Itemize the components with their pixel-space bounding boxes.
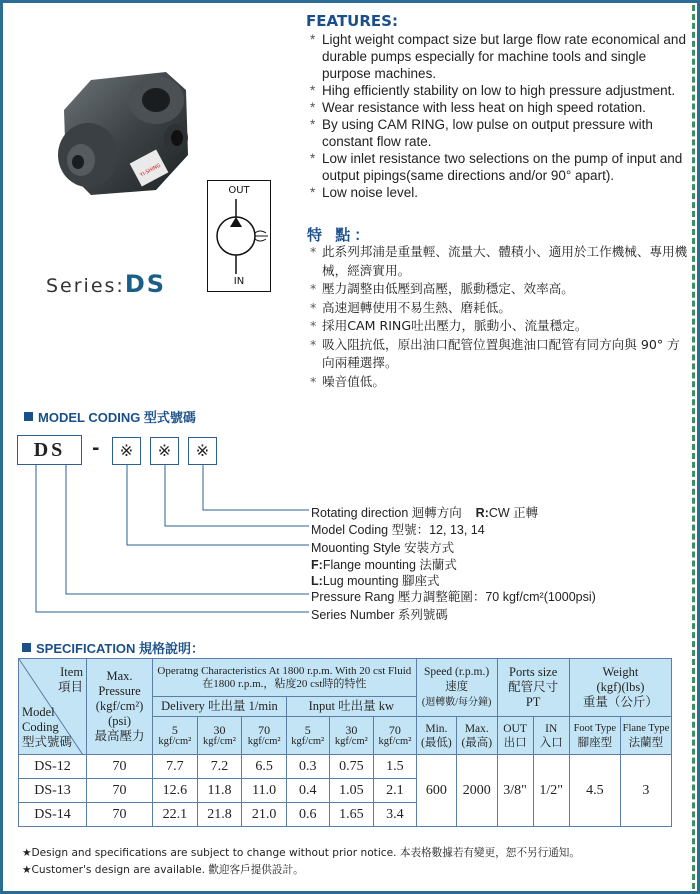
header-foot-en: Foot Type bbox=[573, 722, 617, 734]
cell-input-5: 0.3 bbox=[286, 755, 329, 779]
header-pressure-unit: kgf/cm² bbox=[291, 735, 325, 747]
header-pressure-unit: kgf/cm² bbox=[247, 735, 281, 747]
feature-item: * Low inlet resistance two selections on the pump of input and output pipings(same directions and/or 90° apart). bbox=[310, 150, 692, 184]
callout-lug-code: L: bbox=[311, 574, 323, 588]
header-speed-max bbox=[457, 717, 497, 755]
feature-cn-item: * 此系列邦浦是重量輕、流量大、體積小、適用於工作機械、專用機械，經濟實用。 bbox=[310, 243, 692, 280]
header-pressure-unit: kgf/cm² bbox=[158, 735, 192, 747]
header-item-cn: 項目 bbox=[58, 680, 84, 694]
header-coding-en: Coding bbox=[22, 720, 59, 734]
header-pressure-value: 5 bbox=[304, 722, 311, 737]
feature-item: * By using CAM RING, low pulse on output pressure with constant flow rate. bbox=[310, 116, 692, 150]
feature-item: * Light weight compact size but large flow rate economical and durable pumps especially for machine tools and single purpose machines. bbox=[310, 31, 692, 82]
header-flange-cn: 法蘭型 bbox=[628, 736, 664, 749]
cell-input-30: 1.65 bbox=[329, 803, 374, 827]
header-pressure-5 bbox=[153, 717, 198, 755]
features-cn-title: 特 點： bbox=[307, 226, 374, 244]
cell-delivery-70: 21.0 bbox=[242, 803, 287, 827]
callout-rotating-value: CW 正轉 bbox=[488, 506, 539, 520]
cell-model: DS-14 bbox=[19, 803, 87, 827]
header-port-in bbox=[533, 717, 569, 755]
cell-delivery-30: 7.2 bbox=[197, 755, 242, 779]
callout-pressure: Pressure Rang 壓力調整範圍：70 kgf/cm²(1000psi) bbox=[311, 590, 596, 604]
header-input-pressure-70 bbox=[374, 717, 417, 755]
header-weight-line: (kgf)(lbs) bbox=[596, 680, 645, 694]
header-weight-line: 重量（公斤） bbox=[582, 695, 658, 709]
specification-title bbox=[22, 638, 204, 657]
header-speed-line: 速度 bbox=[445, 681, 469, 693]
cell-delivery-5: 7.7 bbox=[153, 755, 198, 779]
series-prefix: Series: bbox=[46, 275, 125, 297]
header-ports-line: PT bbox=[525, 695, 541, 709]
cell-speed-max: 2000 bbox=[457, 755, 497, 827]
header-foot-type bbox=[569, 717, 620, 755]
cell-speed-min: 600 bbox=[416, 755, 456, 827]
cell-weight-foot: 4.5 bbox=[569, 755, 620, 827]
callout-flange-code: F: bbox=[311, 558, 323, 572]
header-max-pressure-line: Pressure bbox=[98, 684, 141, 698]
header-port-out bbox=[497, 717, 533, 755]
feature-cn-item: * 採用CAM RING吐出壓力，脈動小、流量穩定。 bbox=[310, 317, 692, 336]
specification-table bbox=[18, 658, 672, 827]
cell-port-in: 1/2" bbox=[533, 755, 569, 827]
header-pressure-value: 30 bbox=[345, 722, 358, 737]
features-title: FEATURES: bbox=[306, 12, 398, 30]
cell-input-70: 1.5 bbox=[374, 755, 417, 779]
header-pressure-30 bbox=[197, 717, 242, 755]
cell-delivery-70: 11.0 bbox=[242, 779, 287, 803]
header-pressure-value: 30 bbox=[213, 722, 226, 737]
callout-rotating bbox=[311, 503, 538, 521]
feature-cn-item: * 壓力調整由低壓到高壓，脈動穩定、效率高。 bbox=[310, 280, 692, 299]
header-pressure-unit: kgf/cm² bbox=[334, 735, 368, 747]
header-speed-min bbox=[416, 717, 456, 755]
header-flange-en: Flane Type bbox=[622, 722, 670, 734]
feature-cn-item: * 噪音值低。 bbox=[310, 373, 692, 392]
header-item-en: Item bbox=[60, 665, 84, 679]
callout-rotating-code: R: bbox=[475, 506, 489, 520]
cell-input-70: 2.1 bbox=[374, 779, 417, 803]
feature-item: * Low noise level. bbox=[310, 184, 692, 201]
callout-series-number: Series Number 系列號碼 bbox=[311, 608, 448, 622]
cell-delivery-30: 11.8 bbox=[197, 779, 242, 803]
callout-flange-text: Flange mounting 法蘭式 bbox=[322, 558, 457, 572]
cell-pressure: 70 bbox=[87, 779, 153, 803]
header-port-out-en: OUT bbox=[503, 722, 527, 735]
header-speed-min-cn: (最低) bbox=[421, 736, 452, 749]
header-speed-max-en: Max. bbox=[464, 722, 489, 735]
pump-brand-label: YI-SHING bbox=[139, 162, 162, 179]
header-port-in-en: IN bbox=[545, 722, 558, 735]
footnote: ★Customer's design are available. 歡迎客戶提供設計。 bbox=[22, 864, 304, 876]
header-weight bbox=[569, 659, 671, 717]
header-pressure-70 bbox=[242, 717, 287, 755]
header-input-pressure-30 bbox=[329, 717, 374, 755]
cell-delivery-70: 6.5 bbox=[242, 755, 287, 779]
callout-lug-text: Lug mounting 腳座式 bbox=[322, 574, 440, 588]
header-pressure-value: 5 bbox=[171, 722, 178, 737]
model-code-prefix: DS bbox=[17, 435, 82, 465]
feature-item: * Hihg efficiently stability on low to high pressure adjustment. bbox=[310, 82, 692, 99]
table-row bbox=[19, 755, 672, 779]
header-pressure-unit: kgf/cm² bbox=[203, 735, 236, 747]
header-item-model bbox=[19, 659, 87, 755]
header-max-pressure-line: (psi) bbox=[108, 714, 131, 728]
feature-cn-item: * 高速迴轉使用不易生熱、磨耗低。 bbox=[310, 299, 692, 318]
symbol-in-label: IN bbox=[233, 276, 245, 287]
header-ports bbox=[497, 659, 569, 717]
cell-model: DS-13 bbox=[19, 779, 87, 803]
specification-title-text: SPECIFICATION 規格說明： bbox=[36, 641, 205, 656]
header-pressure-value: 70 bbox=[258, 722, 271, 737]
callout-model-coding: Model Coding 型號：12, 13, 14 bbox=[311, 523, 485, 537]
header-max-pressure-line: Max. bbox=[106, 669, 133, 683]
model-code-slot: ※ bbox=[188, 437, 217, 465]
header-operating-en: Operatng Characteristics At 1800 r.p.m. With 20 cst Fluid bbox=[157, 664, 412, 677]
header-ports-line: Ports size bbox=[509, 665, 558, 679]
header-speed-max-cn: (最高) bbox=[461, 736, 493, 749]
header-port-in-cn: 入口 bbox=[539, 736, 563, 749]
symbol-out-label: OUT bbox=[228, 185, 250, 196]
header-weight-line: Weight bbox=[602, 665, 639, 679]
cell-delivery-30: 21.8 bbox=[197, 803, 242, 827]
header-input-pressure-5 bbox=[286, 717, 329, 755]
header-foot-cn: 腳座型 bbox=[577, 736, 613, 749]
header-speed-line: Speed (r.p.m.) bbox=[424, 666, 490, 678]
feature-item: * Wear resistance with less heat on high speed rotation. bbox=[310, 99, 692, 116]
square-bullet-icon bbox=[22, 643, 31, 652]
cell-input-5: 0.6 bbox=[286, 803, 329, 827]
model-code-slot: ※ bbox=[150, 437, 179, 465]
header-pressure-unit: kgf/cm² bbox=[378, 735, 412, 747]
model-coding-title-text: MODEL CODING 型式號碼 bbox=[38, 410, 196, 425]
callout-rotating-label: Rotating direction 迴轉方向 bbox=[311, 506, 462, 520]
callout-mounting: Mouonting Style 安裝方式 bbox=[311, 541, 455, 555]
header-ports-line: 配管尺寸 bbox=[508, 680, 559, 694]
cell-pressure: 70 bbox=[87, 803, 153, 827]
feature-cn-item: * 吸入阻抗低，原出油口配管位置與進油口配管有同方向與 90° 方向兩種選擇。 bbox=[310, 336, 692, 373]
cell-port-out: 3/8" bbox=[497, 755, 533, 827]
header-flange-type bbox=[620, 717, 671, 755]
cell-delivery-5: 12.6 bbox=[153, 779, 198, 803]
header-max-pressure-line: 最高壓力 bbox=[94, 729, 145, 743]
model-code-slot: ※ bbox=[112, 437, 141, 465]
header-model-cn: 型式號碼 bbox=[22, 735, 73, 749]
header-delivery: Delivery 吐出量 1/min bbox=[153, 697, 287, 717]
cell-input-5: 0.4 bbox=[286, 779, 329, 803]
header-speed bbox=[416, 659, 497, 717]
cell-input-30: 0.75 bbox=[329, 755, 374, 779]
cell-input-70: 3.4 bbox=[374, 803, 417, 827]
model-code-dash: - bbox=[92, 438, 100, 459]
series-code: DS bbox=[124, 270, 167, 298]
header-input: Input 吐出量 kw bbox=[286, 697, 416, 717]
cell-weight-flange: 3 bbox=[620, 755, 671, 827]
cell-delivery-5: 22.1 bbox=[153, 803, 198, 827]
cell-input-30: 1.05 bbox=[329, 779, 374, 803]
cell-model: DS-12 bbox=[19, 755, 87, 779]
header-pressure-value: 70 bbox=[388, 722, 401, 737]
header-max-pressure-line: (kgf/cm²) bbox=[95, 699, 144, 713]
header-model-en: Model bbox=[22, 705, 55, 719]
header-port-out-cn: 出口 bbox=[503, 736, 527, 749]
header-max-pressure bbox=[87, 659, 153, 755]
cell-pressure: 70 bbox=[87, 755, 153, 779]
header-operating bbox=[153, 659, 417, 697]
header-speed-min-en: Min. bbox=[425, 722, 448, 735]
header-speed-line: (迴轉數/每分鐘) bbox=[421, 697, 492, 708]
header-operating-cn: 在1800 r.p.m.，粘度20 cst時的特性 bbox=[202, 677, 367, 690]
footnote: ★Design and specifications are subject to change without prior notice. 本表格數據若有變更，恕不另行通知。 bbox=[22, 847, 580, 859]
